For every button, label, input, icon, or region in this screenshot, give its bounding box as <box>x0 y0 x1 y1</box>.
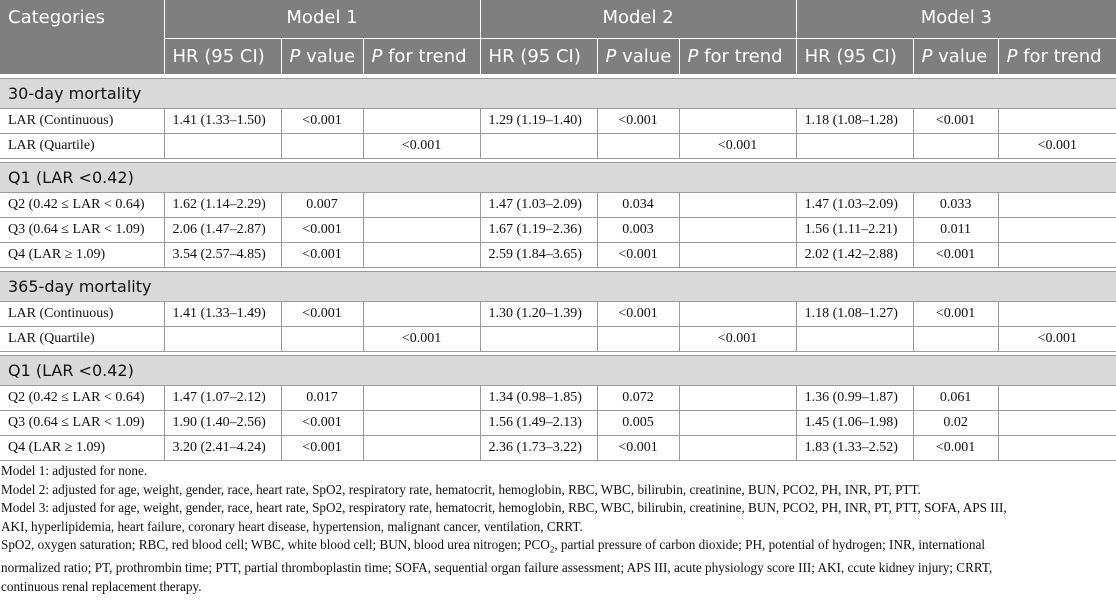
footnote-model-3-line-2: AKI, hyperlipidemia, heart failure, coronary heart disease, hypertension, malignant cancer, ventilation, CRRT. <box>1 518 583 534</box>
p-value-suffix: value <box>300 45 356 67</box>
p-value-cell: 0.061 <box>913 385 998 410</box>
footnote-model-2: Model 2: adjusted for age, weight, gender, race, heart rate, SpO2, respiratory rate, hematocrit, hemoglobin, RBC, WBC, bilirubin, creatinine, BUN, PCO2, PH, INR, PT, PTT. <box>1 481 921 497</box>
p-trend-header <box>679 38 796 74</box>
hr-ci-header: HR (95 CI) <box>480 38 597 74</box>
p-trend-header <box>998 38 1116 74</box>
hr-ci-header: HR (95 CI) <box>796 38 913 74</box>
hr-cell: 2.02 (1.42–2.88) <box>796 242 913 267</box>
p-value-cell: <0.001 <box>281 217 363 242</box>
hr-cell: 1.62 (1.14–2.29) <box>164 192 281 217</box>
hr-cell: 1.47 (1.03–2.09) <box>480 192 597 217</box>
section-header-row <box>0 78 1116 108</box>
p-value-cell: 0.003 <box>597 217 679 242</box>
p-value-cell: <0.001 <box>281 301 363 326</box>
categories-header <box>0 0 164 74</box>
p-trend-cell <box>998 217 1116 242</box>
p-trend-cell <box>679 435 796 460</box>
p-trend-cell <box>363 217 480 242</box>
hr-cell: 1.47 (1.07–2.12) <box>164 385 281 410</box>
p-value-cell <box>913 326 998 351</box>
p-trend-cell <box>998 435 1116 460</box>
hr-cell: 1.18 (1.08–1.28) <box>796 108 913 133</box>
header-row-columns <box>0 38 1116 74</box>
p-value-cell <box>597 326 679 351</box>
p-value-suffix: value <box>932 45 988 67</box>
hr-cell: 2.06 (1.47–2.87) <box>164 217 281 242</box>
p-trend-cell <box>998 385 1116 410</box>
hr-cell <box>164 133 281 158</box>
section-title: 365-day mortality <box>0 271 1116 301</box>
p-value-cell: <0.001 <box>913 435 998 460</box>
p-value-cell: 0.034 <box>597 192 679 217</box>
hr-cell <box>796 133 913 158</box>
row-label: Q4 (LAR ≥ 1.09) <box>0 435 164 460</box>
p-trend-cell <box>363 108 480 133</box>
section-header-row <box>0 271 1116 301</box>
p-trend-suffix: for trend <box>698 45 783 67</box>
p-trend-cell <box>363 410 480 435</box>
p-value-cell: 0.007 <box>281 192 363 217</box>
table-row <box>0 410 1116 435</box>
table-footnotes <box>0 462 1116 596</box>
hr-cell: 2.59 (1.84–3.65) <box>480 242 597 267</box>
hr-cell: 1.47 (1.03–2.09) <box>796 192 913 217</box>
p-value-cell <box>281 326 363 351</box>
hr-cell: 1.56 (1.11–2.21) <box>796 217 913 242</box>
p-trend-cell: <0.001 <box>998 133 1116 158</box>
table-row <box>0 217 1116 242</box>
p-trend-cell <box>998 242 1116 267</box>
row-label: Q3 (0.64 ≤ LAR < 1.09) <box>0 217 164 242</box>
p-value-cell: 0.005 <box>597 410 679 435</box>
p-trend-cell: <0.001 <box>679 133 796 158</box>
p-value-cell: <0.001 <box>281 108 363 133</box>
footnote-abbreviations-line-1 <box>0 536 1116 559</box>
footnote-model-1: Model 1: adjusted for none. <box>1 463 148 478</box>
p-value-cell: 0.033 <box>913 192 998 217</box>
hr-cell: 1.41 (1.33–1.50) <box>164 108 281 133</box>
table-row <box>0 435 1116 460</box>
p-trend-cell: <0.001 <box>998 326 1116 351</box>
p-trend-suffix: for trend <box>1017 45 1102 67</box>
p-trend-cell <box>998 301 1116 326</box>
p-value-cell: 0.072 <box>597 385 679 410</box>
model-3-header: Model 3 <box>796 0 1116 38</box>
p-trend-cell <box>998 410 1116 435</box>
hr-cell <box>164 326 281 351</box>
section-title: Q1 (LAR <0.42) <box>0 355 1116 385</box>
p-value-suffix: value <box>616 45 672 67</box>
hr-cell: 1.56 (1.49–2.13) <box>480 410 597 435</box>
p-italic: P <box>371 45 383 67</box>
section-header-row <box>0 162 1116 192</box>
abbr-text-b: , partial pressure of carbon dioxide; PH, potential of hydrogen; INR, international <box>554 537 986 552</box>
row-label: Q3 (0.64 ≤ LAR < 1.09) <box>0 410 164 435</box>
p-value-cell: 0.02 <box>913 410 998 435</box>
p-value-cell <box>281 133 363 158</box>
hr-ci-header: HR (95 CI) <box>164 38 281 74</box>
p-italic: P <box>289 45 301 67</box>
p-value-cell: <0.001 <box>597 301 679 326</box>
p-trend-cell <box>679 192 796 217</box>
p-italic: P <box>921 45 933 67</box>
row-label: Q4 (LAR ≥ 1.09) <box>0 242 164 267</box>
p-trend-cell <box>998 192 1116 217</box>
p-value-cell: <0.001 <box>281 410 363 435</box>
hr-cell <box>480 133 597 158</box>
p-trend-cell <box>679 217 796 242</box>
p-trend-cell <box>363 242 480 267</box>
p-trend-cell <box>679 242 796 267</box>
hr-cell: 1.45 (1.06–1.98) <box>796 410 913 435</box>
hr-cell: 1.29 (1.19–1.40) <box>480 108 597 133</box>
p-trend-cell <box>679 385 796 410</box>
hr-cell: 3.20 (2.41–4.24) <box>164 435 281 460</box>
table-row <box>0 242 1116 267</box>
footnote-abbreviations-line-2: normalized ratio; PT, prothrombin time; PTT, partial thromboplastin time; SOFA, sequential organ failure assessment; APS III, acute physiology score III; AKI, ccute kidney injury; CRRT, <box>1 560 993 576</box>
section-title: Q1 (LAR <0.42) <box>0 162 1116 192</box>
p-italic: P <box>1006 45 1018 67</box>
p-value-header <box>913 38 998 74</box>
p-value-header <box>281 38 363 74</box>
p-value-cell: 0.011 <box>913 217 998 242</box>
table-body <box>0 74 1116 460</box>
row-label: LAR (Continuous) <box>0 108 164 133</box>
section-title: 30-day mortality <box>0 78 1116 108</box>
hr-cell: 1.18 (1.08–1.27) <box>796 301 913 326</box>
p-value-cell: <0.001 <box>913 108 998 133</box>
table-row <box>0 326 1116 351</box>
abbr-text-a: SpO2, oxygen saturation; RBC, red blood cell; WBC, white blood cell; BUN, blood urea nitrogen; PCO <box>1 537 550 552</box>
p-trend-cell <box>363 435 480 460</box>
p-value-cell: <0.001 <box>597 242 679 267</box>
p-value-cell: 0.017 <box>281 385 363 410</box>
hr-cell: 1.83 (1.33–2.52) <box>796 435 913 460</box>
row-label: LAR (Continuous) <box>0 301 164 326</box>
table-row <box>0 133 1116 158</box>
hr-cell: 1.41 (1.33–1.49) <box>164 301 281 326</box>
p-trend-cell: <0.001 <box>363 133 480 158</box>
hr-cell: 2.36 (1.73–3.22) <box>480 435 597 460</box>
row-label: LAR (Quartile) <box>0 326 164 351</box>
p-trend-cell: <0.001 <box>679 326 796 351</box>
footnote-abbreviations-line-3: continuous renal replacement therapy. <box>1 578 202 594</box>
p-trend-cell <box>998 108 1116 133</box>
table-row <box>0 301 1116 326</box>
table-row <box>0 385 1116 410</box>
p-italic: P <box>605 45 617 67</box>
p-trend-cell <box>363 192 480 217</box>
hr-cell: 1.34 (0.98–1.85) <box>480 385 597 410</box>
p-value-cell: <0.001 <box>281 242 363 267</box>
row-label: Q2 (0.42 ≤ LAR < 0.64) <box>0 385 164 410</box>
hr-cell: 1.67 (1.19–2.36) <box>480 217 597 242</box>
section-header-row <box>0 355 1116 385</box>
hr-cell: 3.54 (2.57–4.85) <box>164 242 281 267</box>
p-value-cell: <0.001 <box>281 435 363 460</box>
table-row <box>0 192 1116 217</box>
hr-cell <box>480 326 597 351</box>
hr-cell: 1.30 (1.20–1.39) <box>480 301 597 326</box>
row-label: Q2 (0.42 ≤ LAR < 0.64) <box>0 192 164 217</box>
p-trend-header <box>363 38 480 74</box>
hr-cell: 1.90 (1.40–2.56) <box>164 410 281 435</box>
p-trend-cell <box>679 301 796 326</box>
table-row <box>0 108 1116 133</box>
p-trend-cell <box>363 301 480 326</box>
model-1-header: Model 1 <box>164 0 480 38</box>
p-value-cell: <0.001 <box>913 301 998 326</box>
hr-cell: 1.36 (0.99–1.87) <box>796 385 913 410</box>
footnote-model-3-line-1: Model 3: adjusted for age, weight, gender, race, heart rate, SpO2, respiratory rate, hematocrit, hemoglobin, RBC, WBC, bilirubin, creatinine, BUN, PCO2, PH, INR, PT, PTT, SOFA, APS III, <box>1 500 1007 515</box>
p-italic: P <box>687 45 699 67</box>
p-value-cell: <0.001 <box>913 242 998 267</box>
p-value-cell: <0.001 <box>597 108 679 133</box>
header-row-models <box>0 0 1116 38</box>
categories-header-label: Categories <box>8 7 106 28</box>
p-trend-suffix: for trend <box>382 45 467 67</box>
row-label: LAR (Quartile) <box>0 133 164 158</box>
model-2-header: Model 2 <box>480 0 796 38</box>
p-trend-cell <box>679 108 796 133</box>
p-value-header <box>597 38 679 74</box>
hr-cell <box>796 326 913 351</box>
p-trend-cell: <0.001 <box>363 326 480 351</box>
p-value-cell <box>597 133 679 158</box>
p-value-cell: <0.001 <box>597 435 679 460</box>
p-trend-cell <box>679 410 796 435</box>
p-trend-cell <box>363 385 480 410</box>
p-value-cell <box>913 133 998 158</box>
abbr-subscript: 2 <box>549 544 555 555</box>
